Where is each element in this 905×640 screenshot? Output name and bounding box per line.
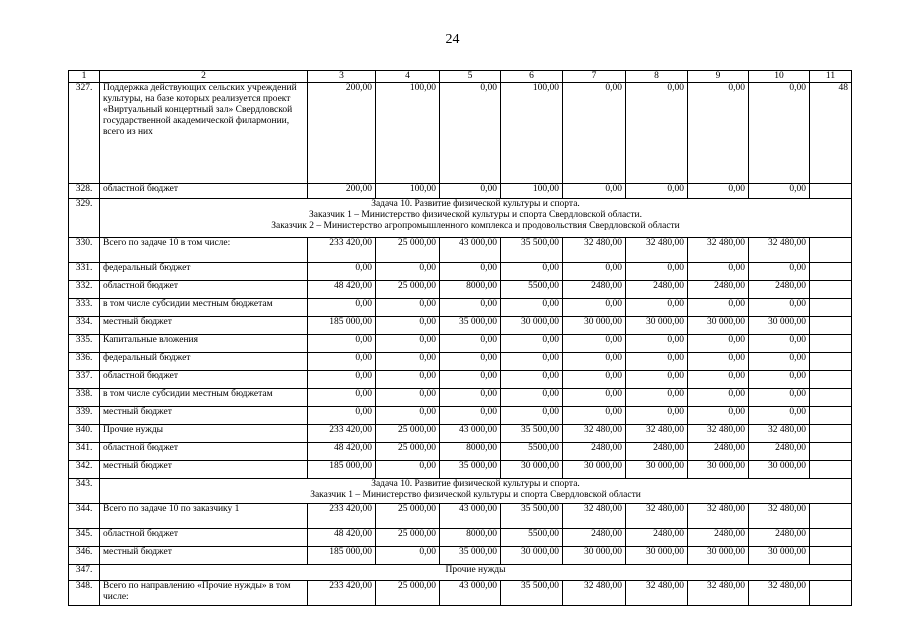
- row-label: областной бюджет: [100, 281, 308, 299]
- value-cell: 0,00: [626, 335, 688, 353]
- section-header-row: [69, 565, 852, 581]
- column-number-cell: 8: [626, 71, 688, 83]
- value-cell: 35 500,00: [501, 581, 563, 606]
- value-cell: 0,00: [376, 547, 440, 565]
- table-row: [69, 407, 852, 425]
- value-cell: [810, 238, 852, 263]
- column-number-cell: 2: [100, 71, 308, 83]
- value-cell: 35 000,00: [440, 461, 501, 479]
- row-number: 341.: [69, 443, 100, 461]
- value-cell: 2480,00: [626, 281, 688, 299]
- column-number-cell: 11: [810, 71, 852, 83]
- row-label: в том числе субсидии местным бюджетам: [100, 299, 308, 317]
- value-cell: [810, 443, 852, 461]
- value-cell: 0,00: [440, 83, 501, 184]
- value-cell: [810, 353, 852, 371]
- value-cell: 32 480,00: [626, 238, 688, 263]
- value-cell: 30 000,00: [688, 461, 749, 479]
- value-cell: 0,00: [376, 335, 440, 353]
- value-cell: [810, 299, 852, 317]
- section-title-line: Задача 10. Развитие физической культуры и спорта.: [371, 199, 580, 209]
- value-cell: 0,00: [308, 335, 376, 353]
- value-cell: 0,00: [440, 407, 501, 425]
- row-number: 339.: [69, 407, 100, 425]
- value-cell: 32 480,00: [626, 425, 688, 443]
- row-label: Всего по задаче 10 по заказчику 1: [100, 504, 308, 529]
- value-cell: 0,00: [376, 371, 440, 389]
- value-cell: 0,00: [563, 371, 626, 389]
- value-cell: 2480,00: [749, 443, 810, 461]
- value-cell: 0,00: [749, 389, 810, 407]
- value-cell: [810, 504, 852, 529]
- section-title-line: Заказчик 2 – Министерство агропромышленного комплекса и продовольствия Свердловской области: [271, 221, 680, 231]
- row-label: Всего по направлению «Прочие нужды» в том числе:: [100, 581, 308, 606]
- value-cell: 2480,00: [749, 281, 810, 299]
- row-number: 329.: [69, 199, 100, 238]
- row-number: 340.: [69, 425, 100, 443]
- value-cell: 0,00: [749, 83, 810, 184]
- value-cell: 32 480,00: [749, 425, 810, 443]
- table-row: [69, 335, 852, 353]
- value-cell: 0,00: [440, 263, 501, 281]
- value-cell: 0,00: [440, 335, 501, 353]
- table-row: [69, 389, 852, 407]
- value-cell: 0,00: [440, 299, 501, 317]
- value-cell: 25 000,00: [376, 529, 440, 547]
- value-cell: [810, 263, 852, 281]
- value-cell: 185 000,00: [308, 547, 376, 565]
- value-cell: 30 000,00: [749, 461, 810, 479]
- value-cell: 30 000,00: [563, 547, 626, 565]
- section-title-line: Задача 10. Развитие физической культуры и спорта.: [371, 479, 580, 489]
- value-cell: 0,00: [688, 184, 749, 199]
- row-number: 330.: [69, 238, 100, 263]
- column-number-cell: 4: [376, 71, 440, 83]
- value-cell: 32 480,00: [563, 238, 626, 263]
- value-cell: [810, 529, 852, 547]
- value-cell: 32 480,00: [563, 504, 626, 529]
- value-cell: 0,00: [376, 461, 440, 479]
- row-number: 332.: [69, 281, 100, 299]
- value-cell: 0,00: [501, 389, 563, 407]
- value-cell: 30 000,00: [688, 317, 749, 335]
- value-cell: 25 000,00: [376, 425, 440, 443]
- value-cell: 30 000,00: [749, 317, 810, 335]
- value-cell: 185 000,00: [308, 461, 376, 479]
- value-cell: 0,00: [563, 389, 626, 407]
- value-cell: 0,00: [749, 335, 810, 353]
- value-cell: 48 420,00: [308, 529, 376, 547]
- value-cell: [810, 461, 852, 479]
- column-number-cell: 1: [69, 71, 100, 83]
- value-cell: 0,00: [563, 83, 626, 184]
- row-label: федеральный бюджет: [100, 353, 308, 371]
- value-cell: 185 000,00: [308, 317, 376, 335]
- value-cell: 43 000,00: [440, 238, 501, 263]
- row-number: 347.: [69, 565, 100, 581]
- row-number: 327.: [69, 83, 100, 184]
- value-cell: 2480,00: [688, 281, 749, 299]
- table-row: [69, 529, 852, 547]
- value-cell: [810, 184, 852, 199]
- value-cell: 32 480,00: [749, 238, 810, 263]
- value-cell: 8000,00: [440, 281, 501, 299]
- value-cell: 233 420,00: [308, 504, 376, 529]
- value-cell: [810, 371, 852, 389]
- row-number: 342.: [69, 461, 100, 479]
- value-cell: 2480,00: [626, 529, 688, 547]
- row-label: областной бюджет: [100, 371, 308, 389]
- value-cell: 0,00: [308, 371, 376, 389]
- value-cell: 100,00: [376, 83, 440, 184]
- value-cell: 25 000,00: [376, 238, 440, 263]
- value-cell: [810, 581, 852, 606]
- value-cell: 0,00: [626, 83, 688, 184]
- row-label: федеральный бюджет: [100, 263, 308, 281]
- value-cell: [810, 335, 852, 353]
- value-cell: 0,00: [563, 184, 626, 199]
- value-cell: 32 480,00: [626, 504, 688, 529]
- value-cell: 48 420,00: [308, 443, 376, 461]
- value-cell: 0,00: [563, 335, 626, 353]
- value-cell: 0,00: [688, 299, 749, 317]
- value-cell: 200,00: [308, 83, 376, 184]
- value-cell: 2480,00: [749, 529, 810, 547]
- row-number: 344.: [69, 504, 100, 529]
- row-label: областной бюджет: [100, 184, 308, 199]
- value-cell: 100,00: [501, 83, 563, 184]
- value-cell: 30 000,00: [626, 461, 688, 479]
- value-cell: 25 000,00: [376, 504, 440, 529]
- value-cell: 30 000,00: [563, 317, 626, 335]
- value-cell: 0,00: [308, 389, 376, 407]
- value-cell: 43 000,00: [440, 504, 501, 529]
- value-cell: 30 000,00: [626, 317, 688, 335]
- value-cell: 0,00: [749, 353, 810, 371]
- row-label: местный бюджет: [100, 317, 308, 335]
- value-cell: 0,00: [749, 184, 810, 199]
- section-header-row: [69, 479, 852, 504]
- value-cell: 2480,00: [563, 281, 626, 299]
- table-row: [69, 238, 852, 263]
- row-number: 335.: [69, 335, 100, 353]
- value-cell: 8000,00: [440, 443, 501, 461]
- page-number: 24: [445, 32, 460, 47]
- row-number: 336.: [69, 353, 100, 371]
- value-cell: 48 420,00: [308, 281, 376, 299]
- value-cell: 0,00: [688, 371, 749, 389]
- row-label: областной бюджет: [100, 529, 308, 547]
- value-cell: 32 480,00: [626, 581, 688, 606]
- value-cell: 0,00: [749, 371, 810, 389]
- column-number-cell: 6: [501, 71, 563, 83]
- value-cell: 0,00: [501, 371, 563, 389]
- value-cell: 0,00: [626, 184, 688, 199]
- value-cell: 0,00: [501, 407, 563, 425]
- table-row: [69, 461, 852, 479]
- value-cell: 2480,00: [688, 529, 749, 547]
- value-cell: 0,00: [308, 299, 376, 317]
- value-cell: 0,00: [688, 353, 749, 371]
- column-number-cell: 3: [308, 71, 376, 83]
- value-cell: 0,00: [749, 299, 810, 317]
- value-cell: 0,00: [308, 353, 376, 371]
- section-title-line: Прочие нужды: [445, 565, 506, 575]
- column-number-cell: 10: [749, 71, 810, 83]
- row-number: 337.: [69, 371, 100, 389]
- value-cell: 30 000,00: [501, 317, 563, 335]
- table-row: [69, 317, 852, 335]
- table-row: [69, 425, 852, 443]
- value-cell: 0,00: [376, 299, 440, 317]
- row-number: 343.: [69, 479, 100, 504]
- row-label: местный бюджет: [100, 461, 308, 479]
- section-header-row: [69, 199, 852, 238]
- budget-table: [68, 70, 852, 606]
- value-cell: 0,00: [440, 353, 501, 371]
- column-number-cell: 7: [563, 71, 626, 83]
- value-cell: 0,00: [376, 353, 440, 371]
- value-cell: [810, 425, 852, 443]
- row-number: 333.: [69, 299, 100, 317]
- value-cell: 0,00: [501, 335, 563, 353]
- value-cell: 233 420,00: [308, 425, 376, 443]
- table-row: [69, 299, 852, 317]
- table-row: [69, 443, 852, 461]
- row-number: 346.: [69, 547, 100, 565]
- section-title: [100, 479, 852, 504]
- value-cell: 100,00: [501, 184, 563, 199]
- value-cell: 100,00: [376, 184, 440, 199]
- value-cell: [810, 281, 852, 299]
- table-row: [69, 371, 852, 389]
- value-cell: 0,00: [376, 407, 440, 425]
- value-cell: 0,00: [501, 299, 563, 317]
- value-cell: 32 480,00: [749, 504, 810, 529]
- table-row: [69, 504, 852, 529]
- value-cell: 0,00: [501, 353, 563, 371]
- value-cell: 0,00: [626, 353, 688, 371]
- value-cell: 2480,00: [688, 443, 749, 461]
- value-cell: 0,00: [376, 263, 440, 281]
- section-title: [100, 199, 852, 238]
- value-cell: 0,00: [376, 317, 440, 335]
- value-cell: 30 000,00: [688, 547, 749, 565]
- table-row: [69, 184, 852, 199]
- row-label: местный бюджет: [100, 407, 308, 425]
- value-cell: [810, 407, 852, 425]
- value-cell: 2480,00: [563, 443, 626, 461]
- column-number-row: [69, 71, 852, 83]
- value-cell: 0,00: [563, 353, 626, 371]
- value-cell: 0,00: [308, 263, 376, 281]
- value-cell: 30 000,00: [501, 547, 563, 565]
- value-cell: 35 000,00: [440, 317, 501, 335]
- value-cell: 0,00: [626, 389, 688, 407]
- value-cell: 0,00: [626, 263, 688, 281]
- row-number: 334.: [69, 317, 100, 335]
- value-cell: 0,00: [688, 263, 749, 281]
- column-number-cell: 5: [440, 71, 501, 83]
- value-cell: 0,00: [440, 389, 501, 407]
- table-row: [69, 83, 852, 184]
- value-cell: 0,00: [563, 263, 626, 281]
- table-row: [69, 353, 852, 371]
- value-cell: 32 480,00: [688, 504, 749, 529]
- row-number: 328.: [69, 184, 100, 199]
- row-label: местный бюджет: [100, 547, 308, 565]
- table-row: [69, 281, 852, 299]
- row-number: 331.: [69, 263, 100, 281]
- row-number: 345.: [69, 529, 100, 547]
- row-label: в том числе субсидии местным бюджетам: [100, 389, 308, 407]
- row-label: Прочие нужды: [100, 425, 308, 443]
- row-number: 348.: [69, 581, 100, 606]
- row-label: Поддержка действующих сельских учреждений культуры, на базе которых реализуется проект «Виртуальный концертный зал» Свердловской государственной академической филармонии, всего из них: [100, 83, 308, 184]
- value-cell: 5500,00: [501, 281, 563, 299]
- value-cell: 43 000,00: [440, 581, 501, 606]
- value-cell: 0,00: [563, 299, 626, 317]
- value-cell: 0,00: [688, 407, 749, 425]
- section-title: [100, 565, 852, 581]
- column-number-cell: 9: [688, 71, 749, 83]
- value-cell: 0,00: [688, 389, 749, 407]
- value-cell: 0,00: [376, 389, 440, 407]
- value-cell: 30 000,00: [626, 547, 688, 565]
- value-cell: 32 480,00: [749, 581, 810, 606]
- row-number: 338.: [69, 389, 100, 407]
- value-cell: 48: [810, 83, 852, 184]
- value-cell: 200,00: [308, 184, 376, 199]
- row-label: областной бюджет: [100, 443, 308, 461]
- value-cell: 2480,00: [563, 529, 626, 547]
- value-cell: 0,00: [688, 83, 749, 184]
- row-label: Капитальные вложения: [100, 335, 308, 353]
- table-row: [69, 547, 852, 565]
- value-cell: 25 000,00: [376, 443, 440, 461]
- value-cell: 0,00: [440, 184, 501, 199]
- value-cell: 25 000,00: [376, 581, 440, 606]
- value-cell: 5500,00: [501, 443, 563, 461]
- value-cell: 233 420,00: [308, 238, 376, 263]
- table-row: [69, 581, 852, 606]
- value-cell: 35 000,00: [440, 547, 501, 565]
- section-title-line: Заказчик 1 – Министерство физической культуры и спорта Свердловской области: [310, 490, 641, 500]
- value-cell: 35 500,00: [501, 504, 563, 529]
- value-cell: 30 000,00: [749, 547, 810, 565]
- value-cell: 233 420,00: [308, 581, 376, 606]
- value-cell: 0,00: [749, 263, 810, 281]
- value-cell: 32 480,00: [563, 581, 626, 606]
- value-cell: 0,00: [626, 371, 688, 389]
- value-cell: 2480,00: [626, 443, 688, 461]
- value-cell: 32 480,00: [688, 581, 749, 606]
- value-cell: 0,00: [626, 407, 688, 425]
- value-cell: 0,00: [308, 407, 376, 425]
- row-label: Всего по задаче 10 в том числе:: [100, 238, 308, 263]
- section-title-line: Заказчик 1 – Министерство физической культуры и спорта Свердловской области.: [309, 210, 642, 220]
- value-cell: 30 000,00: [563, 461, 626, 479]
- value-cell: 0,00: [749, 407, 810, 425]
- value-cell: [810, 317, 852, 335]
- value-cell: 25 000,00: [376, 281, 440, 299]
- value-cell: 32 480,00: [688, 238, 749, 263]
- value-cell: 35 500,00: [501, 238, 563, 263]
- table-row: [69, 263, 852, 281]
- value-cell: [810, 389, 852, 407]
- value-cell: 32 480,00: [563, 425, 626, 443]
- value-cell: 0,00: [626, 299, 688, 317]
- value-cell: 32 480,00: [688, 425, 749, 443]
- value-cell: 5500,00: [501, 529, 563, 547]
- value-cell: 43 000,00: [440, 425, 501, 443]
- value-cell: 0,00: [440, 371, 501, 389]
- value-cell: [810, 547, 852, 565]
- value-cell: 35 500,00: [501, 425, 563, 443]
- value-cell: 0,00: [563, 407, 626, 425]
- value-cell: 30 000,00: [501, 461, 563, 479]
- value-cell: 0,00: [501, 263, 563, 281]
- value-cell: 8000,00: [440, 529, 501, 547]
- value-cell: 0,00: [688, 335, 749, 353]
